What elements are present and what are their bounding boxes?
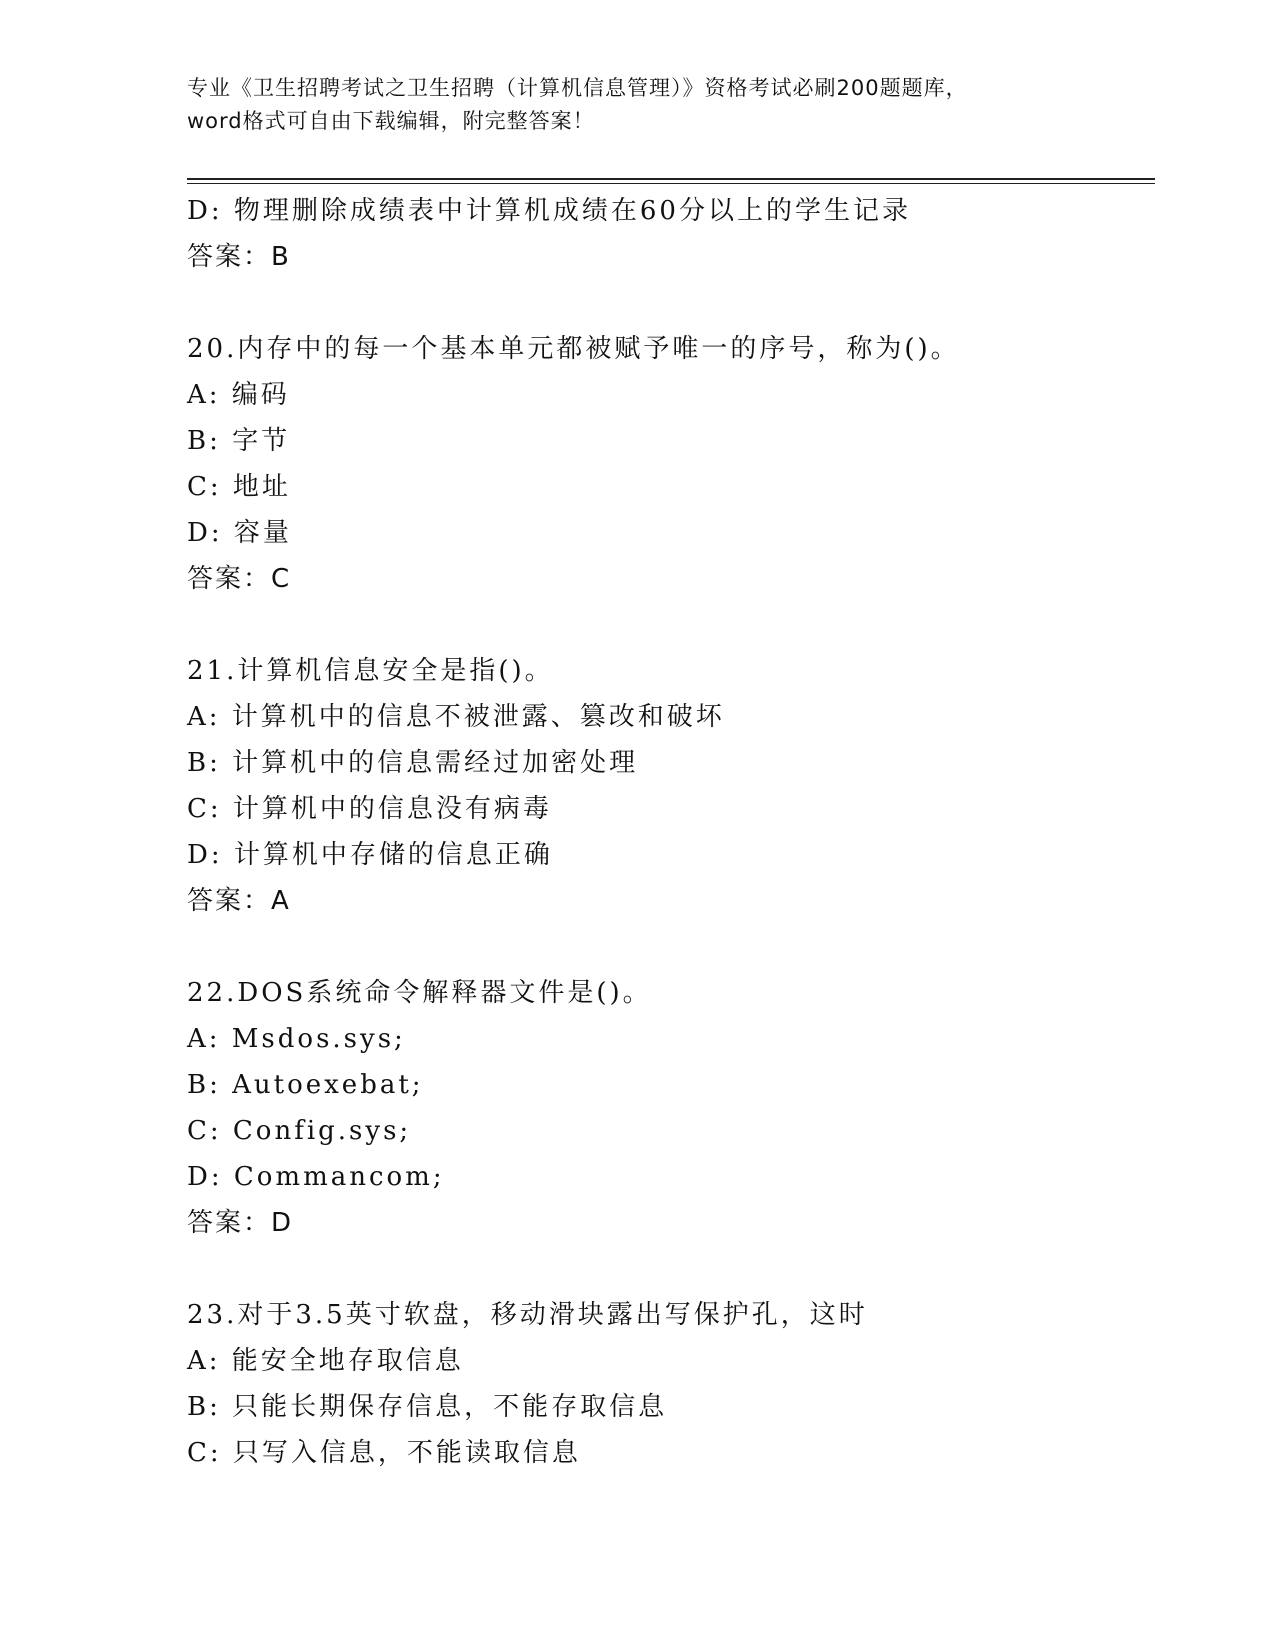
option-c: C: 计算机中的信息没有病毒 xyxy=(187,794,552,824)
option-c: C: 地址 xyxy=(187,472,291,502)
spacer xyxy=(187,1246,1147,1292)
option-a: A: 计算机中的信息不被泄露、篡改和破坏 xyxy=(187,702,725,732)
option-a: A: 编码 xyxy=(187,380,290,410)
prev-answer: 答案：B xyxy=(187,242,291,272)
question-22 xyxy=(187,970,1147,1246)
question-23 xyxy=(187,1292,1147,1476)
spacer xyxy=(187,280,1147,326)
question-stem: 20.内存中的每一个基本单元都被赋予唯一的序号，称为()。 xyxy=(187,334,960,364)
answer: 答案：D xyxy=(187,1208,294,1238)
option-d: D: Commancom; xyxy=(187,1162,445,1192)
question-stem: 22.DOS系统命令解释器文件是()。 xyxy=(187,978,652,1008)
option-b: B: Autoexebat; xyxy=(187,1070,424,1100)
header-divider-thick xyxy=(187,178,1155,180)
question-21 xyxy=(187,648,1147,924)
option-b: B: 字节 xyxy=(187,426,291,456)
answer: 答案：C xyxy=(187,564,292,594)
option-b: B: 只能长期保存信息，不能存取信息 xyxy=(187,1392,668,1422)
header-line-2: word格式可自由下载编辑，附完整答案！ xyxy=(187,109,595,133)
spacer xyxy=(187,924,1147,970)
option-c: C: 只写入信息，不能读取信息 xyxy=(187,1438,581,1468)
option-d: D: 计算机中存储的信息正确 xyxy=(187,840,553,870)
question-stem: 21.计算机信息安全是指()。 xyxy=(187,656,554,686)
prev-option-d: D: 物理删除成绩表中计算机成绩在60分以上的学生记录 xyxy=(187,196,911,226)
answer: 答案：A xyxy=(187,886,291,916)
option-a: A: 能安全地存取信息 xyxy=(187,1346,464,1376)
option-d: D: 容量 xyxy=(187,518,292,548)
option-c: C: Config.sys; xyxy=(187,1116,412,1146)
question-stem: 23.对于3.5英寸软盘，移动滑块露出写保护孔，这时 xyxy=(187,1300,868,1330)
question-20 xyxy=(187,326,1147,602)
document-header xyxy=(187,72,1087,138)
header-line-1: 专业《卫生招聘考试之卫生招聘（计算机信息管理）》资格考试必刷200题题库， xyxy=(187,76,968,100)
spacer xyxy=(187,602,1147,648)
question-list xyxy=(187,188,1147,1476)
option-b: B: 计算机中的信息需经过加密处理 xyxy=(187,748,639,778)
option-a: A: Msdos.sys; xyxy=(187,1024,406,1054)
header-divider-thin xyxy=(187,183,1155,184)
